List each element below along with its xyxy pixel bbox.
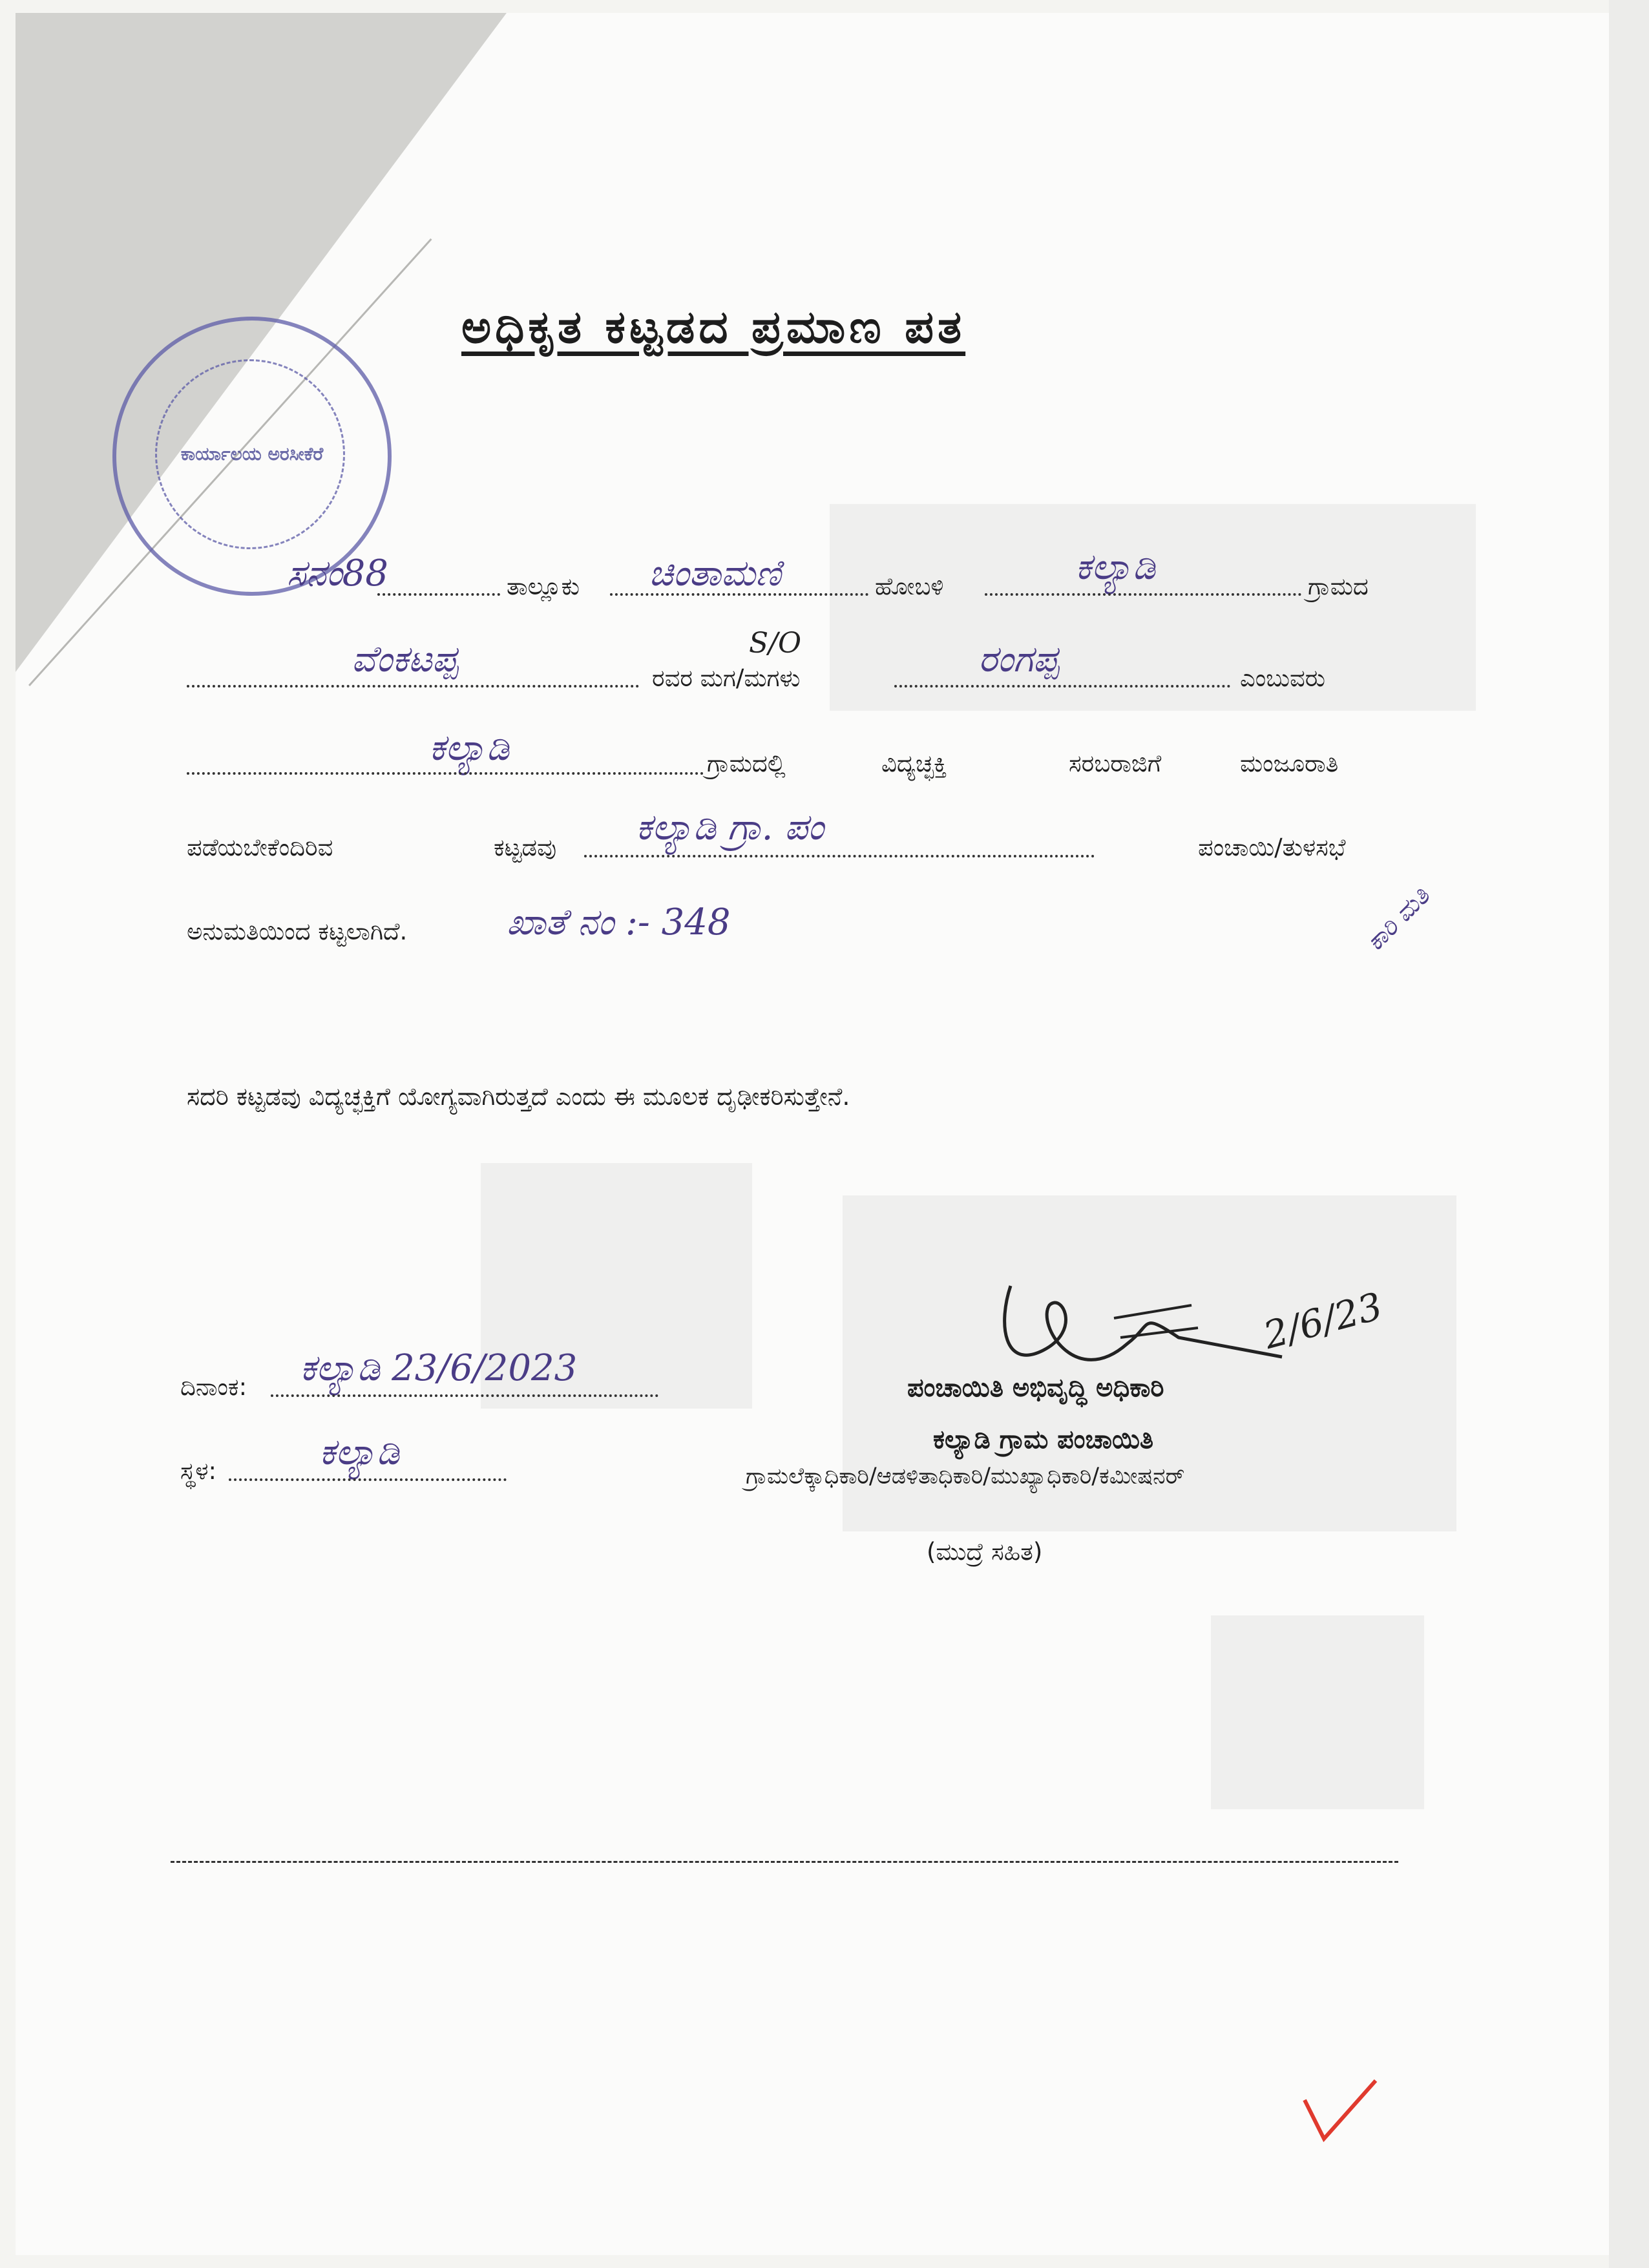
- certificate-title: ಅಧಿಕೃತ ಕಟ್ಟಡದ ಪ್ರಮಾಣ ಪತ: [461, 300, 966, 353]
- khata-number-value: ಖಾತೆ ನಂ :- 348: [507, 901, 731, 943]
- place-label: ಸ್ಥಳ:: [180, 1457, 216, 1485]
- dotted-fill-line: [610, 593, 868, 596]
- showthrough-block: [830, 504, 1476, 711]
- dotted-fill-line: [271, 1394, 658, 1397]
- survey-number-value: ಸನಂ88: [287, 552, 388, 594]
- hobli-value: ಕಲ್ಯಾಡಿ: [1075, 546, 1156, 588]
- panchayat-label: ಪಂಚಾಯಿ/ತುಳಸಭೆ: [1198, 834, 1346, 861]
- date-label: ದಿನಾಂಕ:: [180, 1373, 247, 1401]
- dotted-fill-line: [894, 685, 1230, 688]
- officer-title: ಪಂಚಾಯಿತಿ ಅಭಿವೃದ್ಧಿ ಅಧಿಕಾರಿ: [907, 1373, 1164, 1403]
- village-value: ಕಲ್ಯಾಡಿ: [429, 727, 510, 769]
- electricity-label: ವಿದ್ಯಚ್ಛಕ್ತಿ: [881, 750, 947, 777]
- dotted-fill-line: [377, 593, 500, 596]
- place-value: ಕಲ್ಯಾಡಿ: [319, 1431, 400, 1473]
- son-marker: S/O: [749, 627, 802, 660]
- designation-line: ಗ್ರಾಮಲೆಕ್ಕಾಧಿಕಾರಿ/ಆಡಳಿತಾಧಿಕಾರಿ/ಮುಖ್ಯಾಧಿಕಾರಿ/ಕಮೀಷನರ್: [746, 1464, 1185, 1489]
- signature-date: 2/6/23: [1259, 1283, 1387, 1358]
- applicant-value: ರಂಗಪ್ಪ: [978, 638, 1059, 680]
- panchayat-value: ಕಲ್ಯಾಡಿ ಗ್ರಾ. ಪಂ: [636, 806, 824, 848]
- stamp-text: ಕಾರ್ಯಾಲಯ ಅರಸೀಕೆರೆ: [180, 443, 324, 465]
- taluk-value: ಚಿಂತಾಮಣಿ: [649, 552, 781, 594]
- dotted-fill-line: [229, 1478, 507, 1481]
- village-of-label: ಗ್ರಾಮದ: [1308, 572, 1369, 600]
- sanction-label: ಮಂಜೂರಾತಿ: [1240, 750, 1339, 777]
- hobli-label: ಹೋಬಳಿ: [875, 572, 944, 600]
- to-obtain-label: ಪಡೆಯಬೇಕೆಂದಿರಿವ: [187, 834, 333, 861]
- dotted-fill-line: [187, 685, 639, 688]
- in-village-label: ಗ್ರಾಮದಲ್ಲಿ: [707, 750, 786, 777]
- showthrough-block: [1211, 1615, 1424, 1809]
- dotted-fill-line: [584, 855, 1095, 857]
- building-label: ಕಟ್ಟಡವು: [494, 834, 557, 861]
- son-daughter-label: ರವರ ಮಗ/ಮಗಳು: [652, 664, 801, 692]
- date-value: ಕಲ್ಯಾಡಿ 23/6/2023: [300, 1347, 578, 1389]
- certify-statement: ಸದರಿ ಕಟ್ಟಡವು ವಿದ್ಯಚ್ಛಕ್ತಿಗೆ ಯೋಗ್ಯವಾಗಿರುತ್ತದೆ ಎಂದು ಈ ಮೂಲಕ ದೃಢೀಕರಿಸುತ್ತೇನೆ.: [187, 1082, 850, 1111]
- taluk-label: ತಾಲ್ಲೂಕು: [507, 572, 580, 600]
- dotted-fill-line: [187, 772, 704, 775]
- document-sheet: [16, 13, 1612, 2255]
- margin-note: ಕಾರಿ ಮತಿ: [1360, 881, 1435, 956]
- permission-label: ಅನುಮತಿಯಿಂದ ಕಟ್ಟಲಾಗಿದೆ.: [187, 918, 408, 945]
- cut-line: [171, 1861, 1398, 1863]
- dotted-fill-line: [985, 593, 1301, 596]
- father-name-value: ವೆಂಕಟಪ್ಪ: [352, 638, 458, 680]
- seal-note: (ಮುದ್ರೆ ಸಹಿತ): [927, 1538, 1043, 1566]
- supply-label: ಸರಬರಾಜಿಗೆ: [1069, 750, 1162, 777]
- called-label: ಎಂಬುವರು: [1240, 664, 1326, 692]
- panchayat-office-name: ಕಲ್ಯಾಡಿ ಗ್ರಾಮ ಪಂಚಾಯಿತಿ: [933, 1425, 1154, 1454]
- page-edge: [1609, 0, 1649, 2268]
- red-tick-mark: [1301, 2074, 1379, 2145]
